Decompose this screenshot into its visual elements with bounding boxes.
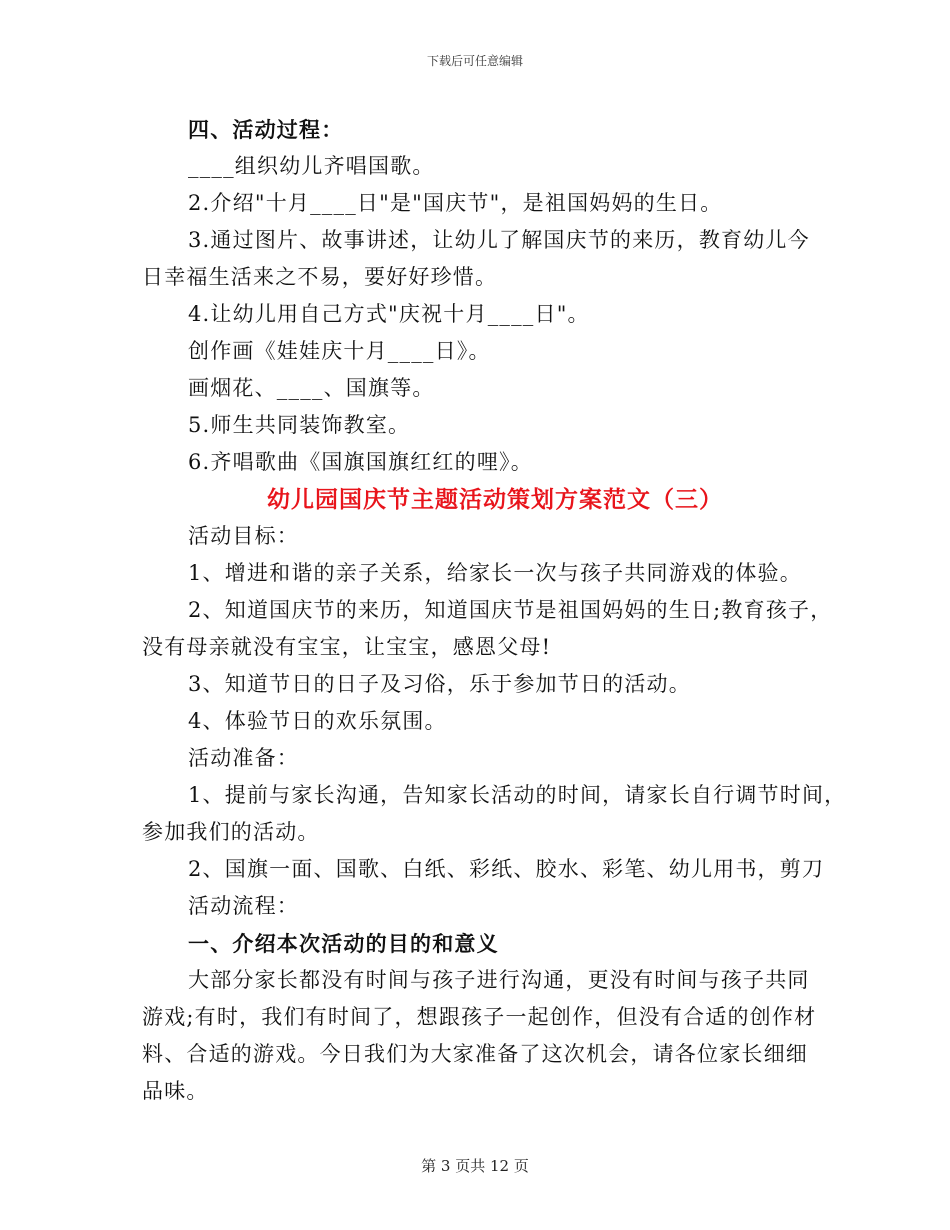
- paragraph-line: 4.让幼儿用自己方式"庆祝十月____日"。: [188, 302, 590, 326]
- paragraph-line: 料、合适的游戏。今日我们为大家准备了这次机会，请各位家长细细: [142, 1042, 808, 1066]
- paragraph-line: 2、知道国庆节的来历，知道国庆节是祖国妈妈的生日;教育孩子，: [188, 598, 833, 622]
- paragraph-line: 大部分家长都没有时间与孩子进行沟通，更没有时间与孩子共同: [188, 968, 810, 992]
- paragraph-line: 游戏;有时，我们有时间了，想跟孩子一起创作，但没有合适的创作材: [142, 1005, 817, 1029]
- paragraph-line: 5.师生共同装饰教室。: [188, 413, 411, 437]
- page-footer: 第 3 页共 12 页: [421, 1157, 529, 1175]
- paragraph-line: 3、知道节日的日子及习俗，乐于参加节日的活动。: [188, 672, 691, 696]
- paragraph-line: 1、增进和谐的亲子关系，给家长一次与孩子共同游戏的体验。: [188, 561, 802, 585]
- page-header: 下载后可任意编辑: [426, 54, 523, 68]
- paragraph-line: ____组织幼儿齐唱国歌。: [188, 154, 435, 178]
- paragraph-line: 2.介绍"十月____日"是"国庆节"，是祖国妈妈的生日。: [188, 191, 723, 215]
- paragraph-line: 2、国旗一面、国歌、白纸、彩纸、胶水、彩笔、幼儿用书，剪刀: [188, 857, 825, 881]
- paragraph-line: 没有母亲就没有宝宝，让宝宝，感恩父母!: [142, 635, 552, 659]
- paragraph-line: 1、提前与家长沟通，告知家长活动的时间，请家长自行调节时间，: [188, 783, 847, 807]
- paragraph-line: 创作画《娃娃庆十月____日》。: [188, 339, 491, 363]
- paragraph-line: 活动准备：: [188, 746, 299, 770]
- paragraph-line: 活动流程：: [188, 894, 299, 918]
- paragraph-line: 日幸福生活来之不易，要好好珍惜。: [142, 265, 498, 289]
- section-heading: 一、介绍本次活动的目的和意义: [188, 931, 499, 956]
- paragraph-line: 活动目标：: [188, 524, 299, 548]
- document-body: [142, 111, 847, 1110]
- paragraph-line: 画烟花、____、国旗等。: [188, 376, 435, 400]
- paragraph-line: 4、体验节日的欢乐氛围。: [188, 709, 447, 733]
- paragraph-line: 品味。: [142, 1079, 209, 1103]
- paragraph-line: 参加我们的活动。: [142, 820, 320, 844]
- paragraph-line: 3.通过图片、故事讲述，让幼儿了解国庆节的来历，教育幼儿今: [188, 228, 810, 252]
- section-title: 幼儿园国庆节主题活动策划方案范文（三）: [267, 486, 723, 513]
- section-heading: 四、活动过程：: [188, 117, 344, 142]
- paragraph-line: 6.齐唱歌曲《国旗国旗红红的哩》。: [188, 450, 533, 474]
